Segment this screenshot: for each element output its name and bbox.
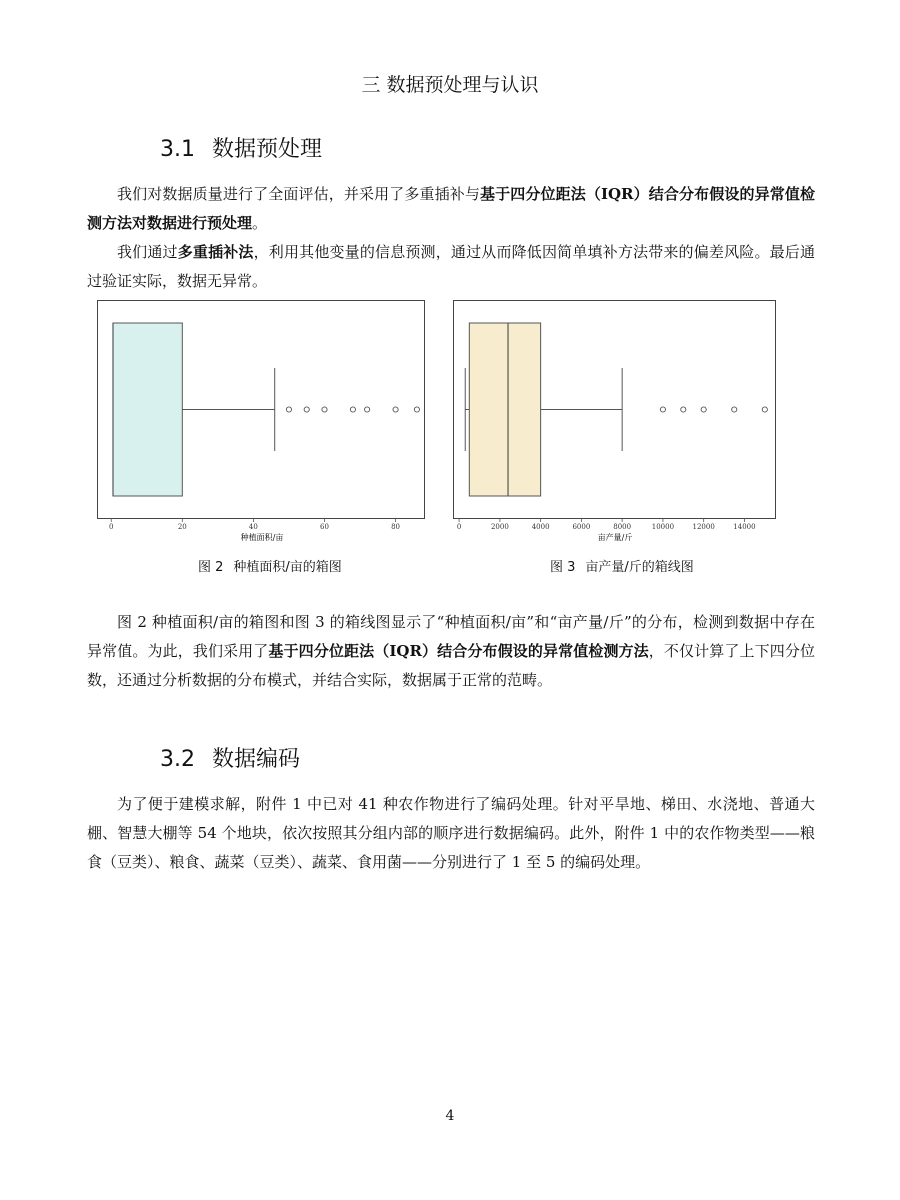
outlier-point (304, 407, 309, 412)
outlier-point (681, 407, 686, 412)
caption-text: 种植面积/亩的箱图 (233, 560, 342, 575)
outlier-point (393, 407, 398, 412)
x-tick-label: 10000 (651, 523, 675, 531)
x-axis-label: 种植面积/亩 (240, 533, 284, 542)
paragraph-text: 。 (252, 214, 268, 232)
outlier-point (350, 407, 355, 412)
paragraph-text: 我们对数据质量进行了全面评估，并采用了多重插补与 (117, 185, 480, 203)
outlier-point (322, 407, 327, 412)
x-tick-label: 60 (320, 523, 329, 531)
chapter-title: 三 数据预处理与认识 (361, 74, 539, 96)
iqr-box (469, 323, 540, 496)
paragraph-text: 为了便于建模求解，附件 1 中已对 41 种农作物进行了编码处理。针对平旱地、梯田、水浇地、普通大棚、智慧大棚等 54 个地块，依次按照其分组内部的顺序进行数据编码。此外，附件 1 中的农作物类型——粮食（豆类）、粮食、蔬菜（豆类）、蔬菜、食用菌——分别进行了 1 至 5 的编码处理。 (87, 795, 815, 871)
x-tick-label: 8000 (613, 523, 632, 531)
section-title: 数据编码 (212, 747, 301, 772)
iqr-box (113, 323, 182, 496)
outlier-point (414, 407, 419, 412)
paragraph-1 (87, 180, 815, 238)
x-tick-label: 12000 (692, 523, 715, 531)
figure-3-caption (550, 556, 694, 575)
caption-label: 图 3 (550, 560, 576, 575)
boxplot-figure-2 (97, 300, 427, 548)
paragraph-text: 我们通过 (117, 243, 178, 261)
caption-text: 亩产量/斤的箱线图 (585, 560, 694, 575)
page-number: 4 (445, 1108, 455, 1124)
paragraph-4 (87, 790, 815, 877)
x-tick-label: 0 (456, 523, 462, 531)
x-tick-label: 4000 (531, 523, 550, 531)
paragraph-text: ，不仅计算了上下四分位数，还通过分析数据的分布模式，并结合实际，数据属于正常的范畴。 (87, 642, 815, 689)
x-tick-label: 80 (391, 523, 401, 531)
section-number: 3.2 (160, 747, 195, 772)
section-heading-3-2 (160, 742, 300, 773)
x-tick-label: 20 (177, 523, 187, 531)
paragraph-bold: 多重插补法 (177, 243, 254, 261)
outlier-point (701, 407, 706, 412)
paragraph-bold: 基于四分位距法（IQR）结合分布假设的异常值检测方法 (268, 642, 649, 660)
x-tick-label: 0 (108, 523, 114, 531)
outlier-point (286, 407, 291, 412)
paragraph-3 (87, 608, 815, 695)
outlier-point (732, 407, 737, 412)
outlier-point (365, 407, 370, 412)
outlier-point (762, 407, 767, 412)
section-title: 数据预处理 (212, 137, 323, 162)
x-tick-label: 6000 (572, 523, 591, 531)
x-axis-label: 亩产量/斤 (597, 533, 633, 542)
outlier-point (660, 407, 665, 412)
section-number: 3.1 (160, 137, 195, 162)
x-tick-label: 2000 (490, 523, 509, 531)
paragraph-text: ，利用其他变量的信息预测，通过从而降低因简单填补方法带来的偏差风险。最后通过验证实际，数据无异常。 (87, 243, 815, 290)
caption-label: 图 2 (198, 560, 224, 575)
paragraph-2 (87, 238, 815, 296)
section-heading-3-1 (160, 132, 322, 163)
paragraph-bold: 基于四分位距法（IQR）结合分布假设的异常值检测方法对数据进行预处理 (87, 185, 815, 232)
x-tick-label: 40 (248, 523, 258, 531)
x-tick-label: 14000 (733, 523, 756, 531)
paragraph-text: 图 2 种植面积/亩的箱图和图 3 的箱线图显示了“种植面积/亩”和“亩产量/斤”的分布，检测到数据中存在异常值。为此，我们采用了 (87, 613, 815, 660)
figure-2-caption (198, 556, 342, 575)
boxplot-figure-3 (453, 300, 783, 548)
